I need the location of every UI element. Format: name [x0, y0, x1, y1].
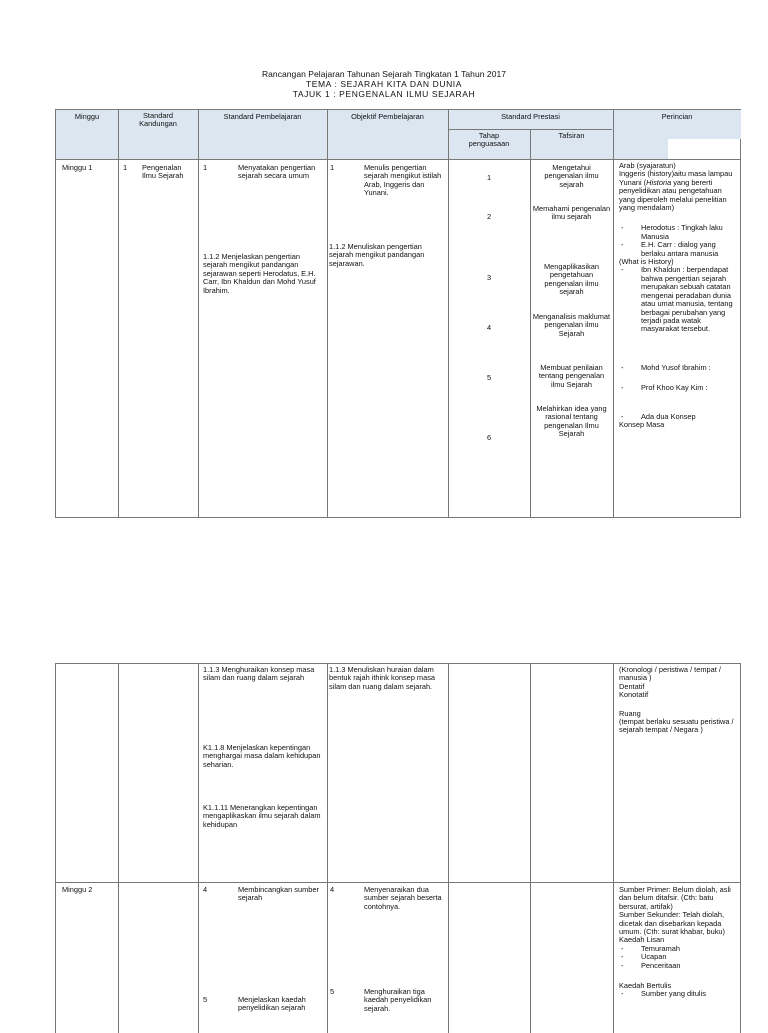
- tafsiran-6: Melahirkan idea yang rasional tentang pengenalan Ilmu Sejarah: [536, 404, 607, 439]
- document-title: Rancangan Pelajaran Tahunan Sejarah Tingkatan 1 Tahun 2017: [261, 69, 507, 79]
- kaedah-lisan-list: - Temuramah - Ucapan - Penceritaan: [619, 945, 739, 970]
- header-standard-pembelajaran: Standard Pembelajaran: [223, 112, 302, 121]
- tahap-2: 2: [486, 212, 492, 221]
- header-standard-kandungan: Standard Kandungan: [139, 111, 177, 129]
- perincian-definitions: [619, 162, 737, 429]
- kaedah-lisan: Kaedah Lisan: [619, 935, 665, 945]
- op1-number: 1: [330, 163, 335, 172]
- sumber-sekunder: Sumber Sekunder: Telah diolah, dicetak dan disebarkan kepada umum. (Cth: surat khabar, buku): [619, 910, 725, 937]
- op2-text: 1.1.2 Menuliskan pengertian sejarah mengikut pandangan sejarawan.: [329, 242, 425, 268]
- perincian-khaldun: - Ibn Khaldun : berpendapat bahwa pengertian sejarah merupakan sebuah catatan mengenai peradaban dunia atau umat manusia, tentang berbagai perubahan yang terjadi pada watak masyarakat tersebut.: [619, 266, 737, 333]
- sp5-number: 5: [203, 995, 208, 1004]
- tafsiran-5: Membuat penilaian tentang pengenalan ilmu Sejarah: [538, 363, 605, 389]
- sp4-number: 4: [203, 885, 208, 894]
- op5-number: 5: [330, 987, 335, 996]
- header-standard-prestasi: Standard Prestasi: [501, 112, 560, 121]
- op4-text: Menyenaraikan dua sumber sejarah beserta contohnya.: [364, 885, 442, 911]
- document-theme: TEMA : SEJARAH KITA DAN DUNIA: [305, 79, 463, 89]
- tahap-5: 5: [486, 373, 492, 382]
- sp1-number: 1: [203, 163, 208, 172]
- sp-1-1-3: 1.1.3 Menghuraikan konsep masa silam dan ruang dalam sejarah: [203, 665, 315, 683]
- lesson-plan-table-2: [55, 663, 741, 1033]
- lesson-plan-table-1: [55, 109, 741, 518]
- header-objektif-pembelajaran: Objektif Pembelajaran: [351, 112, 424, 121]
- perincian-herodotus: - Herodotus : Tingkah laku Manusia: [619, 224, 737, 241]
- perincian-what-is-history: (What is History): [619, 257, 674, 267]
- perincian-inggeris: Inggeris (history)aitu masa lampau: [619, 169, 733, 179]
- header-tafsiran: Tafsiran: [558, 131, 585, 140]
- tahap-1: 1: [486, 173, 492, 182]
- op4-number: 4: [330, 885, 335, 894]
- sp1-text: Menyatakan pengertian sejarah secara umum: [238, 163, 316, 181]
- sp2-text: 1.1.2 Menjelaskan pengertian sejarah mengikut pandangan sejarawan seperti Herodatus, E.H. Carr, Ibn Khaldun dan Mohd Yusuf Ibrahim.: [203, 252, 316, 295]
- tafsiran-3: Mengaplikasikan pengetahuan pengenalan ilmu sejarah: [543, 262, 600, 297]
- perincian-konsep: - Ada dua Konsep: [619, 413, 737, 421]
- perincian-arab: Arab (syajaratun): [619, 161, 676, 170]
- header-perincian: Perincian: [661, 112, 693, 121]
- tahap-3: 3: [486, 273, 492, 282]
- sp5-text: Menjelaskan kaedah penyelidikan sejarah: [238, 995, 306, 1013]
- sp4-text: Membincangkan sumber sejarah: [238, 885, 319, 903]
- perincian-sejarawan-list: [619, 224, 737, 258]
- perincian-konsep-masa: Konsep Masa: [619, 419, 665, 429]
- op1-text: Menulis pengertian sejarah mengikut istilah Arab, Inggeris dan Yunani.: [364, 163, 442, 198]
- tafsiran-2: Memahami pengenalan ilmu sejarah: [532, 204, 611, 222]
- perincian-khoo: - Prof Khoo Kay Kim :: [619, 384, 737, 392]
- perincian-yusof: - Mohd Yusof Ibrahim :: [619, 364, 737, 372]
- minggu-1: Minggu 1: [62, 163, 93, 172]
- sp-k1-1-8: K1.1.8 Menjelaskan kepentingan menghargai masa dalam kehidupan seharian.: [203, 743, 321, 769]
- tafsiran-4: Menganalisis maklumat pengenalan ilmu Sejarah: [532, 312, 611, 338]
- sumber-primer: Sumber Primer: Belum diolah, asli dan belum ditafsir. (Cth: batu bersurat, artifak): [619, 885, 731, 911]
- sp-k1-1-11: K1.1.11 Menerangkan kepentingan mengaplikaskan ilmu sejarah dalam kehidupan: [203, 803, 321, 829]
- op5-text: Menghuraikan tiga kaedah penyelidikan sejarah.: [364, 987, 432, 1013]
- perincian-yunani: Yunani (Historia yang bererti penyelidikan atau pengetahuan yang diperoleh melalui penelitian yang mendalam): [619, 177, 727, 213]
- tahap-4: 4: [486, 323, 492, 332]
- tafsiran-1: Mengetahui pengenalan ilmu sejarah: [544, 163, 599, 189]
- op-1-1-3: 1.1.3 Menuliskan huraian dalam bentuk rajah ithink konsep masa silam dan ruang dalam sejarah.: [329, 665, 435, 691]
- perincian-sumber: [619, 886, 739, 999]
- header-minggu: Minggu: [74, 112, 100, 121]
- perincian-carr: - E.H. Carr : dialog yang berlaku antara manusia: [619, 241, 737, 258]
- kandungan-number: 1: [123, 163, 128, 172]
- minggu-2: Minggu 2: [62, 885, 93, 894]
- document-topic: TAJUK 1 : PENGENALAN ILMU SEJARAH: [292, 89, 476, 99]
- kaedah-bertulis-list: - Sumber yang ditulis: [619, 990, 739, 998]
- kaedah-bertulis: Kaedah Bertulis: [619, 981, 672, 991]
- tahap-6: 6: [486, 433, 492, 442]
- header-tahap-penguasaan: Tahap penguasaan: [468, 131, 510, 149]
- kandungan-text: Pengenalan Ilmu Sejarah: [142, 163, 184, 181]
- perincian-konsep-detail: (Kronologi / peristiwa / tempat / manusia ) Dentatif Konotatif Ruang (tempat berlaku sesuatu peristiwa / sejarah tempat / Negara ): [619, 665, 734, 735]
